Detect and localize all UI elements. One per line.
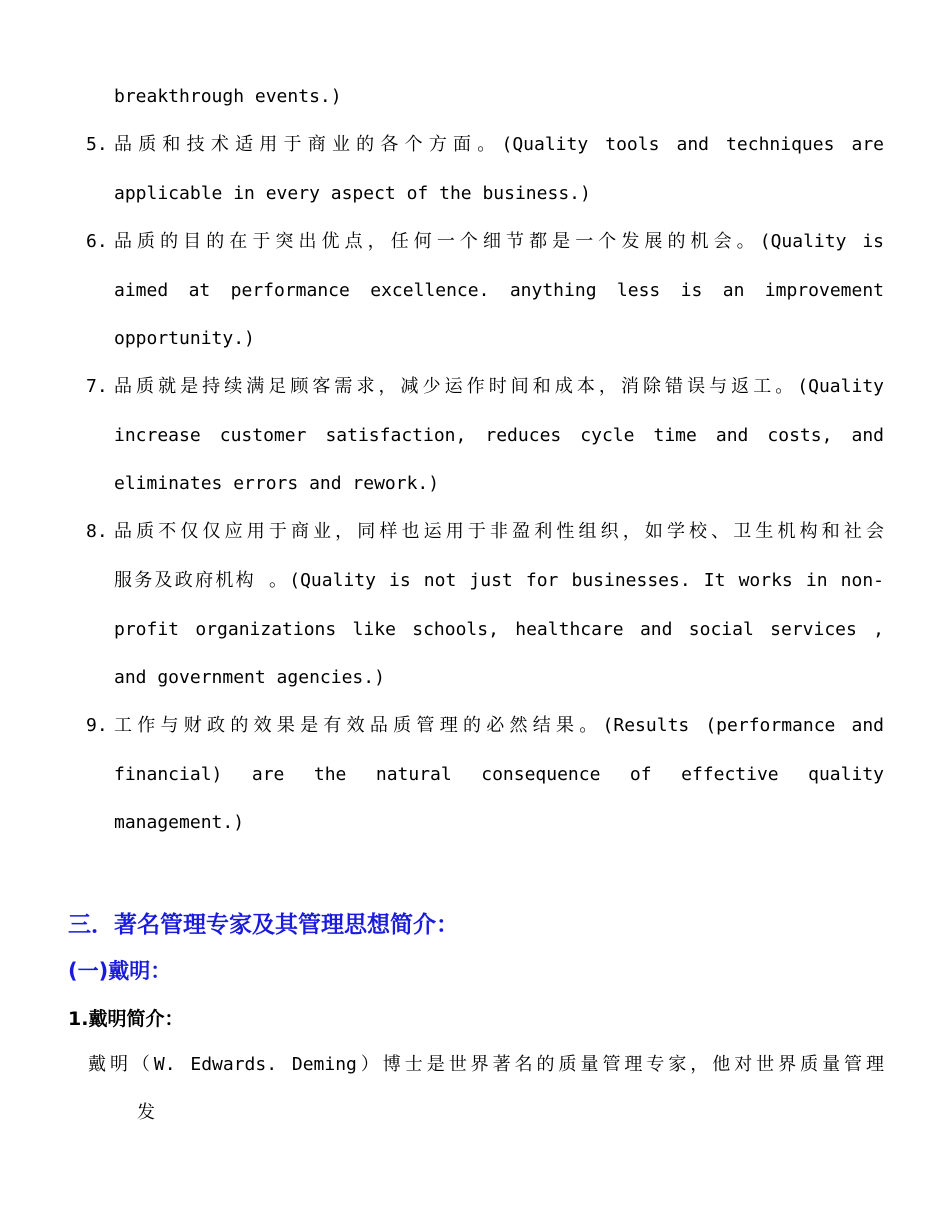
list-number-9: 9. — [86, 715, 108, 736]
list-number-7: 7. — [86, 376, 108, 397]
list-item-9-line-2: financial) are the natural consequence of effective quality — [114, 764, 884, 785]
list-item-9-line-3: management.) — [114, 812, 245, 833]
list-item-9-line-1: 工作与财政的效果是有效品质管理的必然结果。(Results (performance and — [114, 715, 884, 736]
list-number-5: 5. — [86, 134, 108, 155]
list-item-6-line-2: aimed at performance excellence. anything less is an improvement — [114, 280, 884, 301]
paragraph-line-1: 戴明（W. Edwards. Deming）博士是世界著名的质量管理专家，他对世界质量管理 — [88, 1054, 884, 1075]
list-item-7-line-1: 品质就是持续满足顾客需求，减少运作时间和成本，消除错误与返工。(Quality — [114, 376, 884, 397]
list-item-7-line-3: eliminates errors and rework.) — [114, 473, 440, 494]
section-heading: 三．著名管理专家及其管理思想简介： — [68, 912, 459, 938]
list-item-6-line-3: opportunity.) — [114, 328, 255, 349]
subsection-heading: (一)戴明： — [68, 959, 172, 983]
list-item-5-line-1: 品质和技术适用于商业的各个方面。(Quality tools and techniques are — [114, 134, 884, 155]
list-number-8: 8. — [86, 521, 108, 542]
list-item-8-line-2: 服务及政府机构 。(Quality is not just for businesses. It works in non- — [114, 570, 884, 591]
list-item-7-line-2: increase customer satisfaction, reduces cycle time and costs, and — [114, 425, 884, 446]
list-item-8-line-4: and government agencies.) — [114, 667, 385, 688]
item-heading: 1.戴明简介： — [68, 1008, 184, 1030]
list-item-8-line-3: profit organizations like schools, healthcare and social services , — [114, 619, 884, 640]
list-number-6: 6. — [86, 231, 108, 252]
list-item-8-line-1: 品质不仅仅应用于商业，同样也运用于非盈利性组织，如学校、卫生机构和社会 — [114, 521, 884, 542]
list-item-6-line-1: 品质的目的在于突出优点，任何一个细节都是一个发展的机会。(Quality is — [114, 231, 884, 252]
list-item-4-continuation: breakthrough events.) — [114, 86, 342, 107]
list-item-5-line-2: applicable in every aspect of the business.) — [114, 183, 591, 204]
paragraph-line-2: 发 — [137, 1102, 155, 1123]
